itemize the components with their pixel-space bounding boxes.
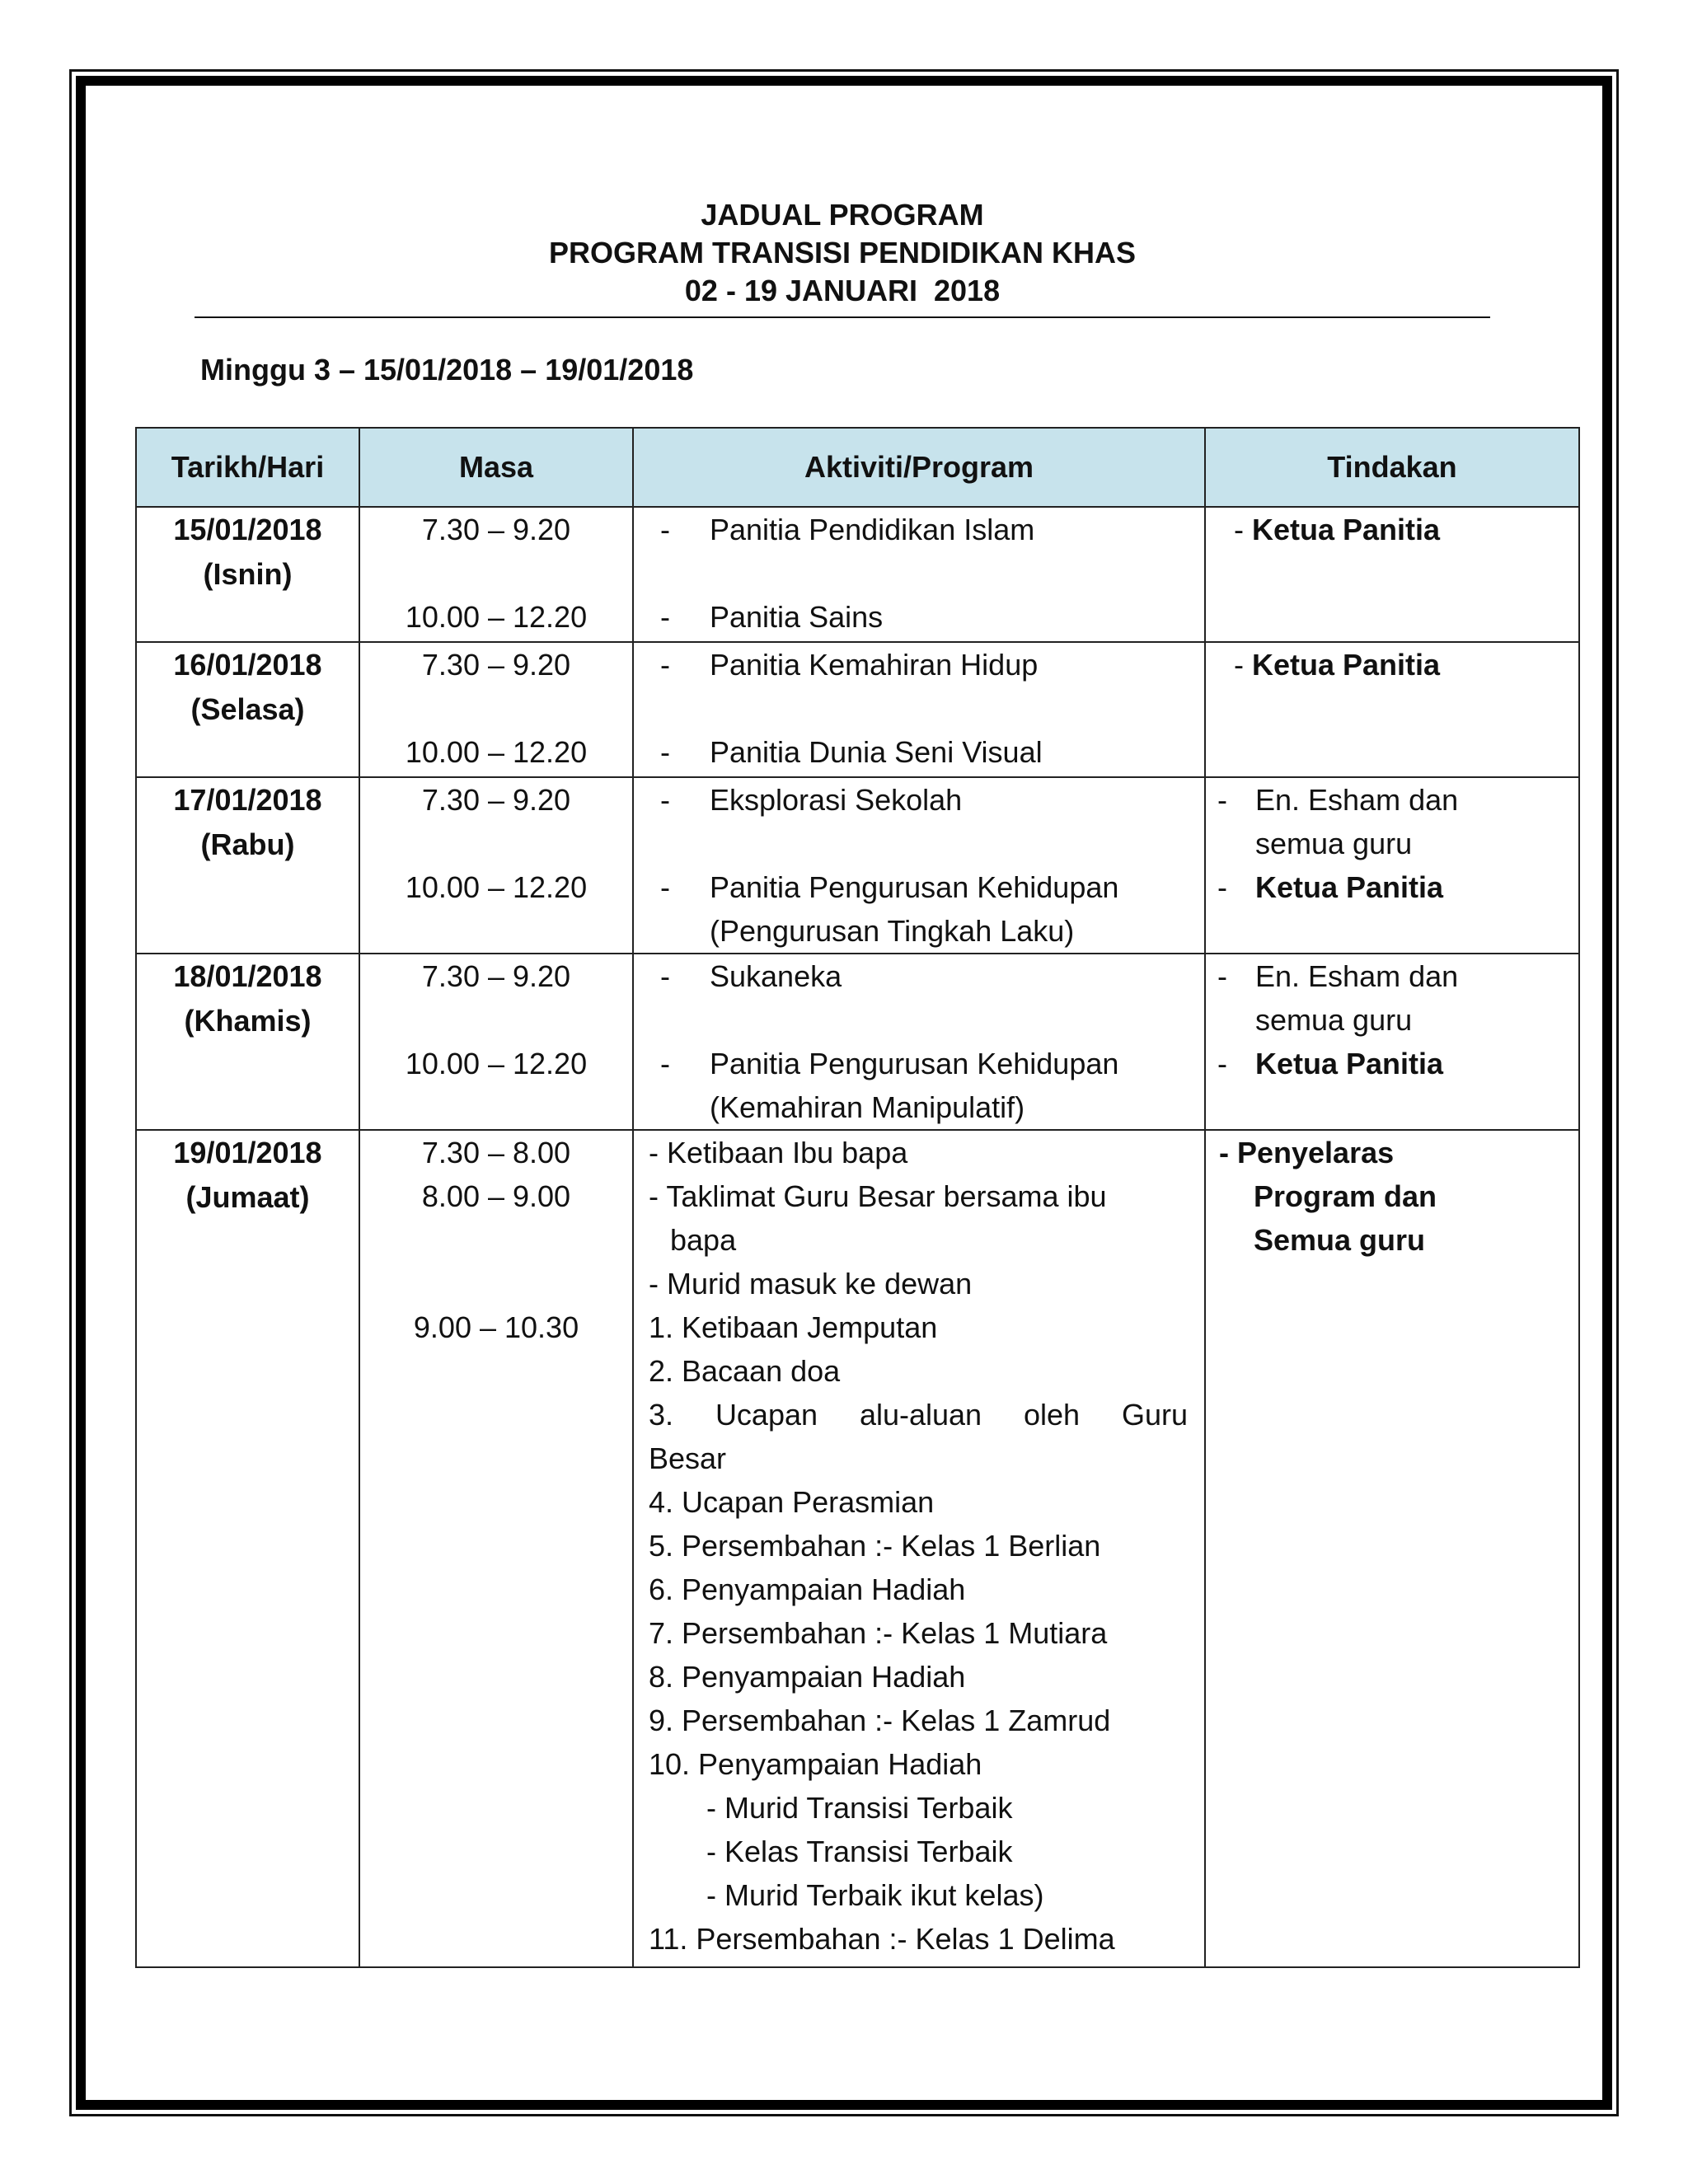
- header-activity: Aktiviti/Program: [633, 428, 1205, 507]
- time-cell: [359, 777, 633, 954]
- row-day: (Isnin): [203, 557, 293, 591]
- activity-cell: - Sukaneka - Panitia Pengurusan Kehidupan (Kemahiran Manipulatif): [633, 954, 1205, 1130]
- time-slot: 10.00 – 12.20: [405, 735, 588, 769]
- time-slot: 7.30 – 9.20: [421, 513, 571, 546]
- action-cell: [1205, 642, 1579, 777]
- action-cell: - En. Esham dan semua guru - Ketua Panitia: [1205, 954, 1579, 1130]
- title-line-3: 02 - 19 JANUARI 2018: [684, 274, 1001, 307]
- activity-item: 9. Persembahan :- Kelas 1 Zamrud: [649, 1704, 1111, 1737]
- time-cell: [359, 507, 633, 642]
- time-slot: 8.00 – 9.00: [421, 1179, 571, 1213]
- table-row: [136, 642, 1579, 777]
- activity-item: 1. Ketibaan Jemputan: [649, 1310, 938, 1344]
- activity-item: 3. Ucapan alu-aluan oleh Guru: [649, 1398, 1188, 1432]
- action-cell: - En. Esham dan semua guru - Ketua Panitia: [1205, 777, 1579, 954]
- action-item: - En. Esham dan: [1217, 959, 1459, 993]
- action-cell: [1205, 507, 1579, 642]
- action-item: - Ketua Panitia: [1217, 870, 1444, 904]
- activity-cell: [633, 642, 1205, 777]
- time-slot: 7.30 – 8.00: [421, 1136, 571, 1169]
- time-slot: 7.30 – 9.20: [421, 648, 571, 682]
- row-day: (Khamis): [184, 1004, 312, 1038]
- table-row: [136, 1130, 1579, 1967]
- activity-cell: [633, 507, 1205, 642]
- row-date: 18/01/2018: [173, 959, 322, 993]
- action-item: - Ketua Panitia: [1234, 648, 1441, 682]
- time-cell: [359, 1130, 633, 1967]
- action-item: - Ketua Panitia: [1234, 513, 1441, 546]
- activity-item: 8. Penyampaian Hadiah: [649, 1660, 966, 1694]
- activity-subitem: - Kelas Transisi Terbaik: [706, 1835, 1013, 1868]
- date-cell: [136, 954, 359, 1130]
- date-cell: [136, 777, 359, 954]
- row-date: 17/01/2018: [173, 783, 322, 817]
- activity-item: - Panitia Sains: [660, 600, 884, 634]
- table-row: [136, 507, 1579, 642]
- activity-item: 10. Penyampaian Hadiah: [649, 1747, 982, 1781]
- table-header-row: [136, 428, 1579, 507]
- title-line-2: PROGRAM TRANSISI PENDIDIKAN KHAS: [548, 236, 1137, 269]
- activity-item: - Panitia Kemahiran Hidup: [660, 648, 1039, 682]
- title-underline: [195, 316, 1490, 318]
- activity-item: - Panitia Pendidikan Islam: [660, 513, 1035, 546]
- activity-item: - Panitia Pengurusan Kehidupan: [660, 1047, 1119, 1080]
- time-slot: 10.00 – 12.20: [405, 600, 588, 634]
- week-label: Minggu 3 – 15/01/2018 – 19/01/2018: [200, 353, 694, 387]
- action-item: - Penyelaras: [1219, 1136, 1395, 1169]
- time-slot: 10.00 – 12.20: [405, 1047, 588, 1080]
- row-day: (Selasa): [190, 692, 305, 726]
- date-cell: [136, 1130, 359, 1967]
- activity-item: - Panitia Pengurusan Kehidupan: [660, 870, 1119, 904]
- activity-cell: - Eksplorasi Sekolah - Panitia Pengurusan Kehidupan (Pengurusan Tingkah Laku): [633, 777, 1205, 954]
- activity-item: - Taklimat Guru Besar bersama ibu: [649, 1179, 1107, 1213]
- activity-item: 11. Persembahan :- Kelas 1 Delima: [649, 1922, 1115, 1956]
- activity-item: 5. Persembahan :- Kelas 1 Berlian: [649, 1529, 1101, 1563]
- activity-item: 7. Persembahan :- Kelas 1 Mutiara: [649, 1616, 1108, 1650]
- row-day: (Jumaat): [185, 1180, 310, 1214]
- row-date: 16/01/2018: [173, 648, 322, 682]
- date-cell: [136, 642, 359, 777]
- activity-subitem: - Murid Transisi Terbaik: [706, 1791, 1013, 1825]
- time-slot: 9.00 – 10.30: [413, 1310, 579, 1344]
- schedule-table: [135, 427, 1580, 1968]
- activity-item: - Panitia Dunia Seni Visual: [660, 735, 1043, 769]
- action-item: - En. Esham dan: [1217, 783, 1459, 817]
- activity-item: - Sukaneka: [660, 959, 842, 993]
- date-cell: [136, 507, 359, 642]
- activity-item: 4. Ucapan Perasmian: [649, 1485, 935, 1519]
- time-cell: [359, 642, 633, 777]
- header-time: Masa: [359, 428, 633, 507]
- activity-item: - Murid masuk ke dewan: [649, 1267, 973, 1301]
- row-day: (Rabu): [200, 827, 295, 861]
- header-date: Tarikh/Hari: [136, 428, 359, 507]
- time-cell: [359, 954, 633, 1130]
- activity-subitem: - Murid Terbaik ikut kelas): [706, 1878, 1044, 1912]
- time-slot: 10.00 – 12.20: [405, 870, 588, 904]
- activity-item: - Ketibaan Ibu bapa: [649, 1136, 908, 1169]
- activity-item: 2. Bacaan doa: [649, 1354, 841, 1388]
- document-title: [195, 196, 1490, 310]
- time-slot: 7.30 – 9.20: [421, 959, 571, 993]
- table-row: [136, 777, 1579, 954]
- header-action: Tindakan: [1205, 428, 1579, 507]
- table-row: [136, 954, 1579, 1130]
- row-date: 15/01/2018: [173, 513, 322, 546]
- title-line-1: JADUAL PROGRAM: [701, 198, 984, 232]
- row-date: 19/01/2018: [173, 1136, 322, 1169]
- activity-cell: - Ketibaan Ibu bapa - Taklimat Guru Besar bersama ibu bapa - Murid masuk ke dewan 1. Ketibaan Jemputan 2. Bacaan doa 3. Ucapan alu-aluan oleh Guru Besar 4. Ucapan Perasmian 5. Persembahan :- Kelas 1 Berlian 6. Penyampaian Hadiah 7. Persembahan :- Kelas 1 Mutiara 8. Penyampaian Hadiah 9. Persembahan :- Kelas 1 Zamrud 10. Penyampaian Hadiah - Murid Transisi Terbaik - Kelas Transisi Terbaik - Murid Terbaik ikut kelas) 11. Persembahan :- Kelas 1 Delima: [633, 1130, 1205, 1967]
- activity-item: 6. Penyampaian Hadiah: [649, 1572, 966, 1606]
- action-cell: - Penyelaras Program dan Semua guru: [1205, 1130, 1579, 1967]
- time-slot: 7.30 – 9.20: [421, 783, 571, 817]
- activity-item: - Eksplorasi Sekolah: [660, 783, 963, 817]
- action-item: - Ketua Panitia: [1217, 1047, 1444, 1080]
